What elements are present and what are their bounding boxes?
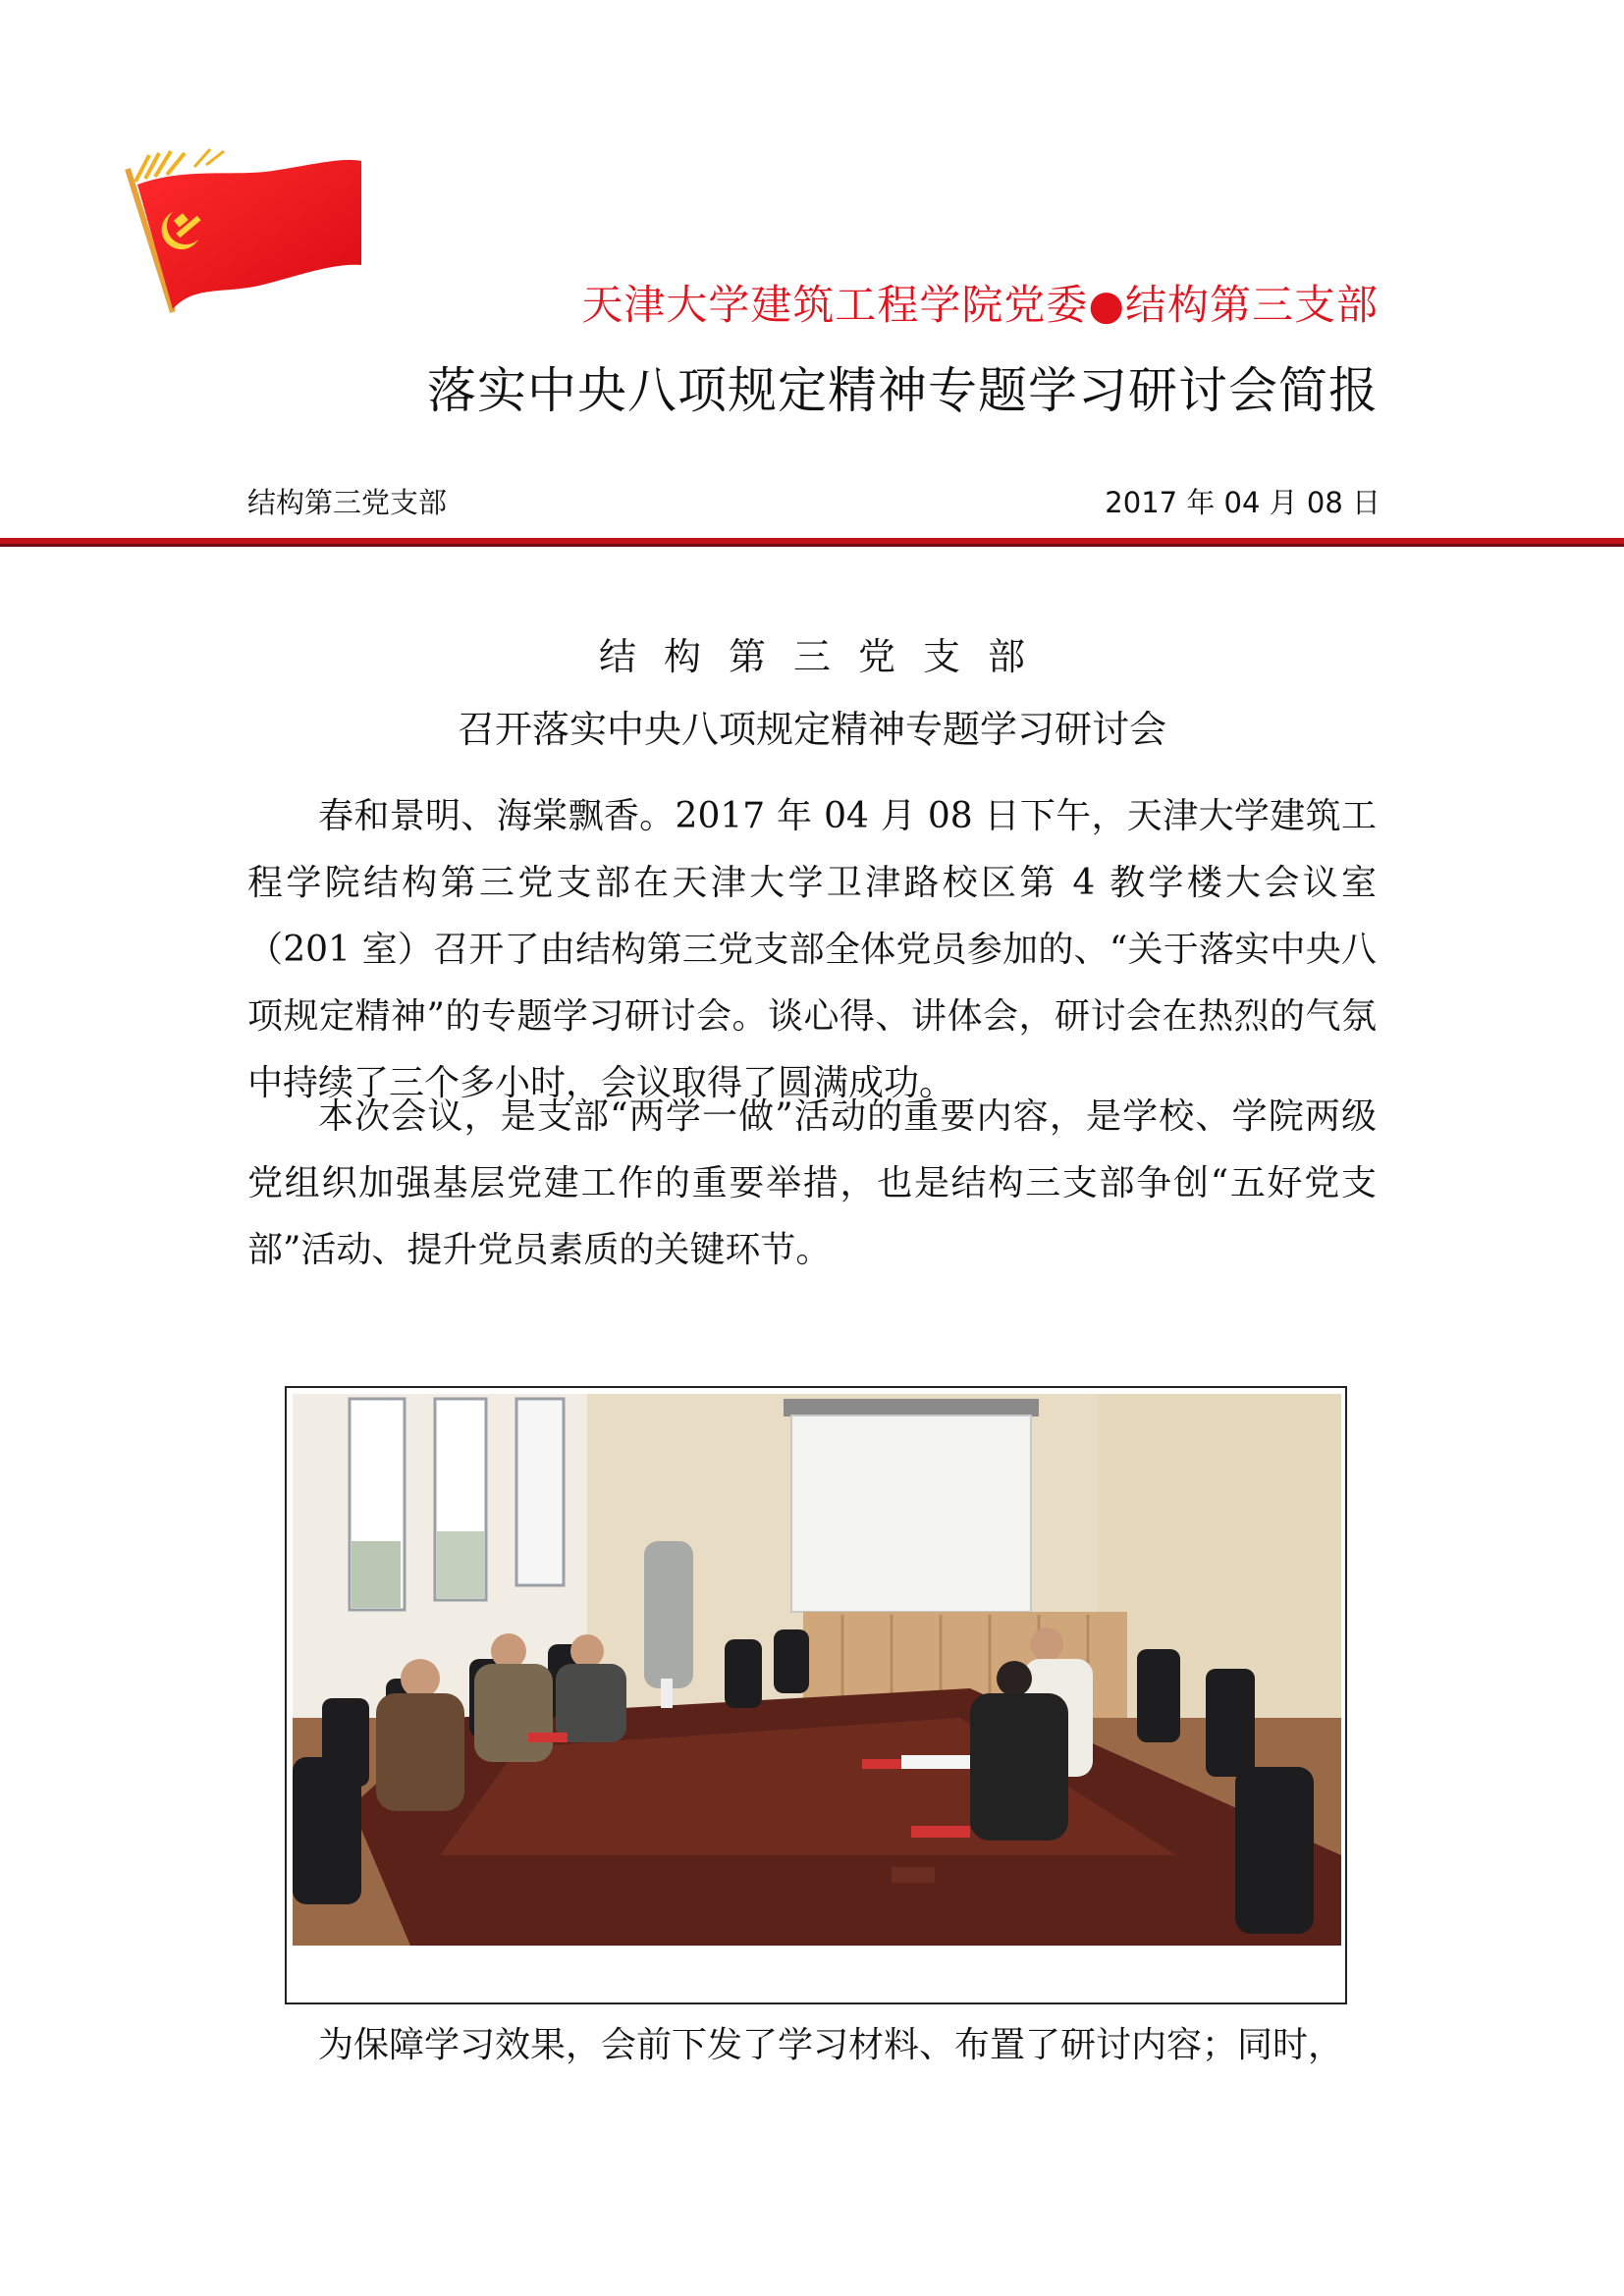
header-divider-shadow	[0, 544, 1624, 547]
issuing-branch: 结构第三党支部	[247, 486, 448, 519]
meeting-photo	[293, 1394, 1341, 1946]
body-paragraph: 为保障学习效果，会前下发了学习材料、布置了研讨内容；同时，	[318, 2025, 1344, 2065]
organization-title: 天津大学建筑工程学院党委●结构第三支部	[581, 281, 1379, 329]
party-flag-icon	[116, 147, 371, 319]
issue-date: 2017 年 04 月 08 日	[1105, 486, 1380, 519]
body-paragraph: 本次会议，是支部“两学一做”活动的重要内容，是学校、学院两级党组织加强基层党建工作的重要举措，也是结构三支部争创“五好党支部”活动、提升党员素质的关键环节。	[247, 1096, 1377, 1270]
body-paragraph: 春和景明、海棠飘香。2017 年 04 月 08 日下午，天津大学建筑工程学院结构第三党支部在天津大学卫津路校区第 4 教学楼大会议室（201 室）召开了由结构第三党支部全体党员参加的、“关于落实中央八项规定精神”的专题学习研讨会。谈心得、讲体会，研讨会在热烈的气氛中持续了三个多小时，会议取得了圆满成功。	[247, 796, 1377, 1103]
document-title: 落实中央八项规定精神专题学习研讨会简报	[427, 362, 1379, 419]
meeting-photo-frame	[285, 1386, 1347, 2004]
article-heading-line2: 召开落实中央八项规定精神专题学习研讨会	[457, 708, 1166, 751]
article-heading-line1: 结构第三党支部	[598, 635, 1053, 678]
